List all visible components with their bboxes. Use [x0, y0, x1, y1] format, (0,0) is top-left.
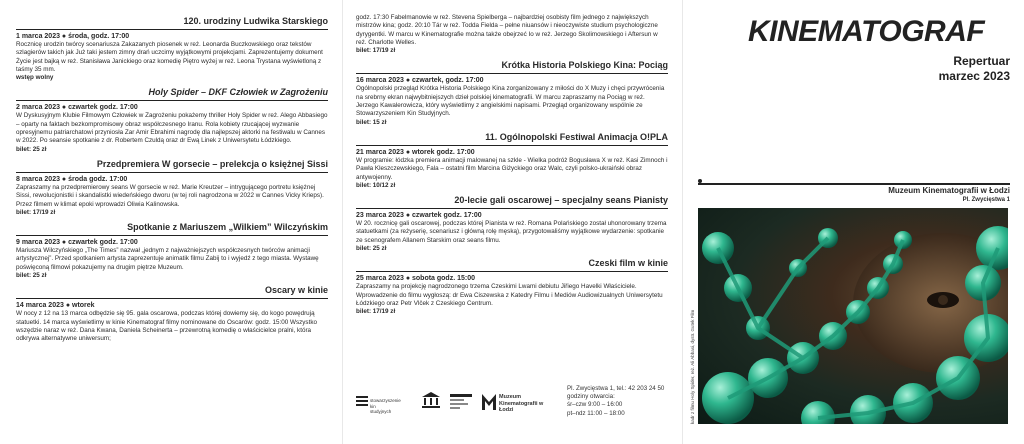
- event-section: [356, 60, 668, 126]
- oscar-ticket-price: bilet: 17/19 zł: [356, 47, 396, 55]
- event-title: 11. Ogólnopolski Festiwal Animacja O!PLA: [356, 132, 668, 146]
- event-ticket-info: bilet: 17/19 zł: [356, 308, 396, 316]
- event-title: 20-lecie gali oscarowej – specjalny seans Pianisty: [356, 195, 668, 209]
- venue-name: Muzeum Kinematografii w Łodzi: [888, 186, 1010, 195]
- repertoire-heading: [939, 54, 1010, 84]
- event-description: W Dyskusyjnym Klubie Filmowym Człowiek w Zagrożeniu pokażemy thriller Holy Spider w reż. Alego Abbasiego – oparty na faktach bezkompromisowy obraz współczesnego Iranu. Rola kobiety rzucającej wyzwanie opresyjnemu patriarchatowi przyniosła Zar Amir Ebrahimi nagrodę dla najlepszej aktorki na festiwalu w Cannes w 2022. Po seansie spotkanie z dr. Robertem Czuldą oraz dr Ewą Linek z Uniwersytetu Łódzkiego.: [16, 112, 328, 145]
- event-title: 120. urodziny Ludwika Starskiego: [16, 16, 328, 30]
- event-date: 1 marca 2023 ● środa, godz. 17:00: [16, 33, 130, 40]
- brand-title: KINEMATOGRAF: [748, 15, 985, 48]
- event-ticket-info: bilet: 25 zł: [16, 145, 47, 153]
- event-section: [16, 285, 328, 343]
- event-section: [16, 16, 328, 82]
- event-section: [16, 159, 328, 217]
- event-description: W nocy z 12 na 13 marca odbędzie się 95. gala oscarowa, podczas której dowiemy się, do kogo powędrują statuetki. 14 marca wyświetlimy w kinie Kinematograf filmy nominowane do Oscarów: godz. 15:00 Wszystko wszędzie naraz w reż. Dana Kwana, Daniela Scheinerta – przewrotną komedię o właścicielce pralni, która odkrywa alternatywne uniwersum;: [16, 310, 317, 343]
- photo-credit: kadr z filmu Holy Spider, reż. Ali Abbasi, dystr. Gutek Film: [690, 309, 695, 424]
- event-title: Krótka Historia Polskiego Kina: Pociąg: [356, 60, 668, 74]
- event-section: [16, 87, 328, 153]
- partner-logos: [356, 392, 566, 426]
- event-date: 14 marca 2023 ● wtorek: [16, 302, 95, 310]
- stowarzyszenie-logo-icon: [356, 396, 368, 412]
- event-date: 25 marca 2023 ● sobota godz. 15:00: [356, 275, 476, 283]
- event-description: W programie: łódzka premiera animacji malowanej na szkle - Wielka podróż Bogusława X w reż. Kasi Zimnoch i Pawła Kleszczewskiego, Fala – ostatni film Marcina Giżyckiego oraz Walc, czyli polsko-ukraiński obraz antywojenny.: [356, 156, 668, 181]
- event-description: Zapraszamy na projekcję nagrodzonego trzema Czeskimi Lwami debiutu Jiřiego Havelki Właściciele. Wprowadzenie do filmu wygłoszą: dr Ewa Ciszewska z Katedry Filmu i Mediów Audiowizualnych Uniwersytetu Łódzkiego oraz Petr Vlček z Czeskiego Centrum.: [356, 283, 663, 307]
- venue-street: Pl. Zwycięstwa 1: [962, 197, 1010, 203]
- repertoire-label: Repertuar: [953, 54, 1010, 68]
- event-ticket-info: bilet: 25 zł: [16, 272, 47, 280]
- stowarzyszenie-label: stowarzyszenie kin studyjnych: [370, 398, 401, 414]
- event-date: 2 marca 2023 ● czwartek godz. 17:00: [16, 104, 138, 112]
- event-description: Ogólnopolski przegląd Krótka Historia Polskiego Kina zorganizowany z miłości do X Muzy i chęci przywrócenia na srebrny ekran najwybitniejszych dzieł polskiej kinematografii. W marcu zapraszamy na Pociąg w reż. Jerzego Kawalerowicza, który wyświetlimy z angielskimi napisami. Przegląd organizowany wspólnie ze Stowarzyszeniem Kin Studyjnych.: [356, 85, 665, 118]
- oscar-continuation-text: godz. 17:30 Fabelmanowie w reż. Stevena Spielberga – najbardziej osobisty film jednego z największych mistrzów kina; godz. 20:10 Tár w reż. Todda Fielda – pełne niuansów i nieoczywiste studium psychologiczne dyrygentki. W marcu w Kinematografie można także obejrzeć Io w reż. Jerzego Skolimowskiego i Aftersun w reż. Charlotte Welles.: [356, 14, 658, 46]
- event-date: 21 marca 2023 ● wtorek godz. 17:00: [356, 148, 475, 156]
- event-description: Mariusza Wilczyńskiego „The Times” nazwał „jednym z najważniejszych współczesnych twórców animacji artystycznej”. Przed spotkaniem artysta zaprezentuje animatik filmu Zabij to i wyjedź z tego miasta. Wystawę poświęconą filmowi pokazujemy na drugim piętrze Muzeum.: [16, 247, 319, 271]
- repertoire-month: marzec 2023: [938, 69, 1010, 83]
- event-section: [356, 195, 668, 253]
- event-date: 9 marca 2023 ● czwartek godz. 17:00: [16, 239, 138, 247]
- contact-hours-2: pt–ndz 11:00 – 18:00: [567, 409, 625, 417]
- event-date: 8 marca 2023 ● środa godz. 17:00: [16, 175, 128, 183]
- film-still-illustration: [698, 208, 1008, 424]
- event-date: 16 marca 2023 ● czwartek, godz. 17:00: [356, 77, 484, 85]
- event-section: [356, 132, 668, 190]
- oscar-continuation: [356, 14, 668, 55]
- contact-info: [567, 385, 664, 418]
- film-still-image: [698, 208, 1008, 424]
- event-ticket-info: bilet: 25 zł: [356, 245, 387, 253]
- column-left: [0, 0, 342, 444]
- event-description: Zapraszamy na przedpremierowy seans W gorsecie w reż. Marie Kreutzer – intrygującego portretu księżnej Sissi, rewolucjonistki i skandalistki wiedeńskiego dworu (w tej roli nagrodzona w 2022 w Cannes Vicky Krieps). Przez filmem w klimat epoki wprowadzi Oliwia Kalinowska.: [16, 183, 324, 208]
- contact-hours-label: godziny otwarcia:: [567, 393, 615, 401]
- event-ticket-info: bilet: 17/19 zł: [16, 208, 56, 216]
- event-ticket-info: wstęp wolny: [16, 74, 54, 82]
- event-description: Rocznicę urodzin twórcy scenariusza Zakazanych piosenek w reż. Leonarda Buczkowskiego oraz tekstów szlagierów takich jak Już taki jestem zimny drań uczcimy wyjątkowymi projekcjami. Zaprezentujemy dokument Życie jest bajką w reż. Stanisława Janickiego oraz komedię Piętro wyżej w reż. Leona Trystana wyświetloną z taśmy 35 mm.: [16, 41, 323, 73]
- event-title: Przedpremiera W gorsecie – prelekcja o księżnej Sissi: [16, 159, 328, 173]
- contact-address: Pl. Zwycięstwa 1, tel.: 42 203 24 50: [567, 385, 665, 392]
- unesco-logo-icon: [422, 392, 440, 410]
- event-ticket-info: bilet: 10/12 zł: [356, 181, 396, 189]
- divider: [698, 183, 1010, 185]
- event-section: [16, 222, 328, 280]
- event-title: Holy Spider – DKF Człowiek w Zagrożeniu: [16, 87, 328, 101]
- event-date: 23 marca 2023 ● czwartek godz. 17:00: [356, 212, 482, 220]
- event-title: Oscary w kinie: [16, 285, 328, 299]
- event-title: Spotkanie z Mariuszem „Wilkiem” Wilczyńskim: [16, 222, 328, 236]
- muzeum-logo-icon: [482, 392, 496, 412]
- event-ticket-info: bilet: 15 zł: [356, 118, 387, 126]
- event-title: Czeski film w kinie: [356, 258, 668, 272]
- event-section: [356, 258, 668, 316]
- city-logo-icon: [450, 394, 472, 412]
- event-description: W 20. rocznicę gali oscarowej, podczas której Pianista w reż. Romana Polańskiego został uhonorowany trzema statuetkami (za reżyserię, scenariusz i główną rolę męską), przygotowaliśmy wyjątkowe wydarzenie: spotkanie ze scenografem Allanem Starskim oraz seans filmu.: [356, 220, 667, 244]
- muzeum-logo-text: Muzeum Kinematografii w Łodzi: [499, 394, 544, 413]
- contact-hours-1: śr–czw 9:00 – 16:00: [567, 401, 623, 409]
- column-middle: [342, 0, 682, 444]
